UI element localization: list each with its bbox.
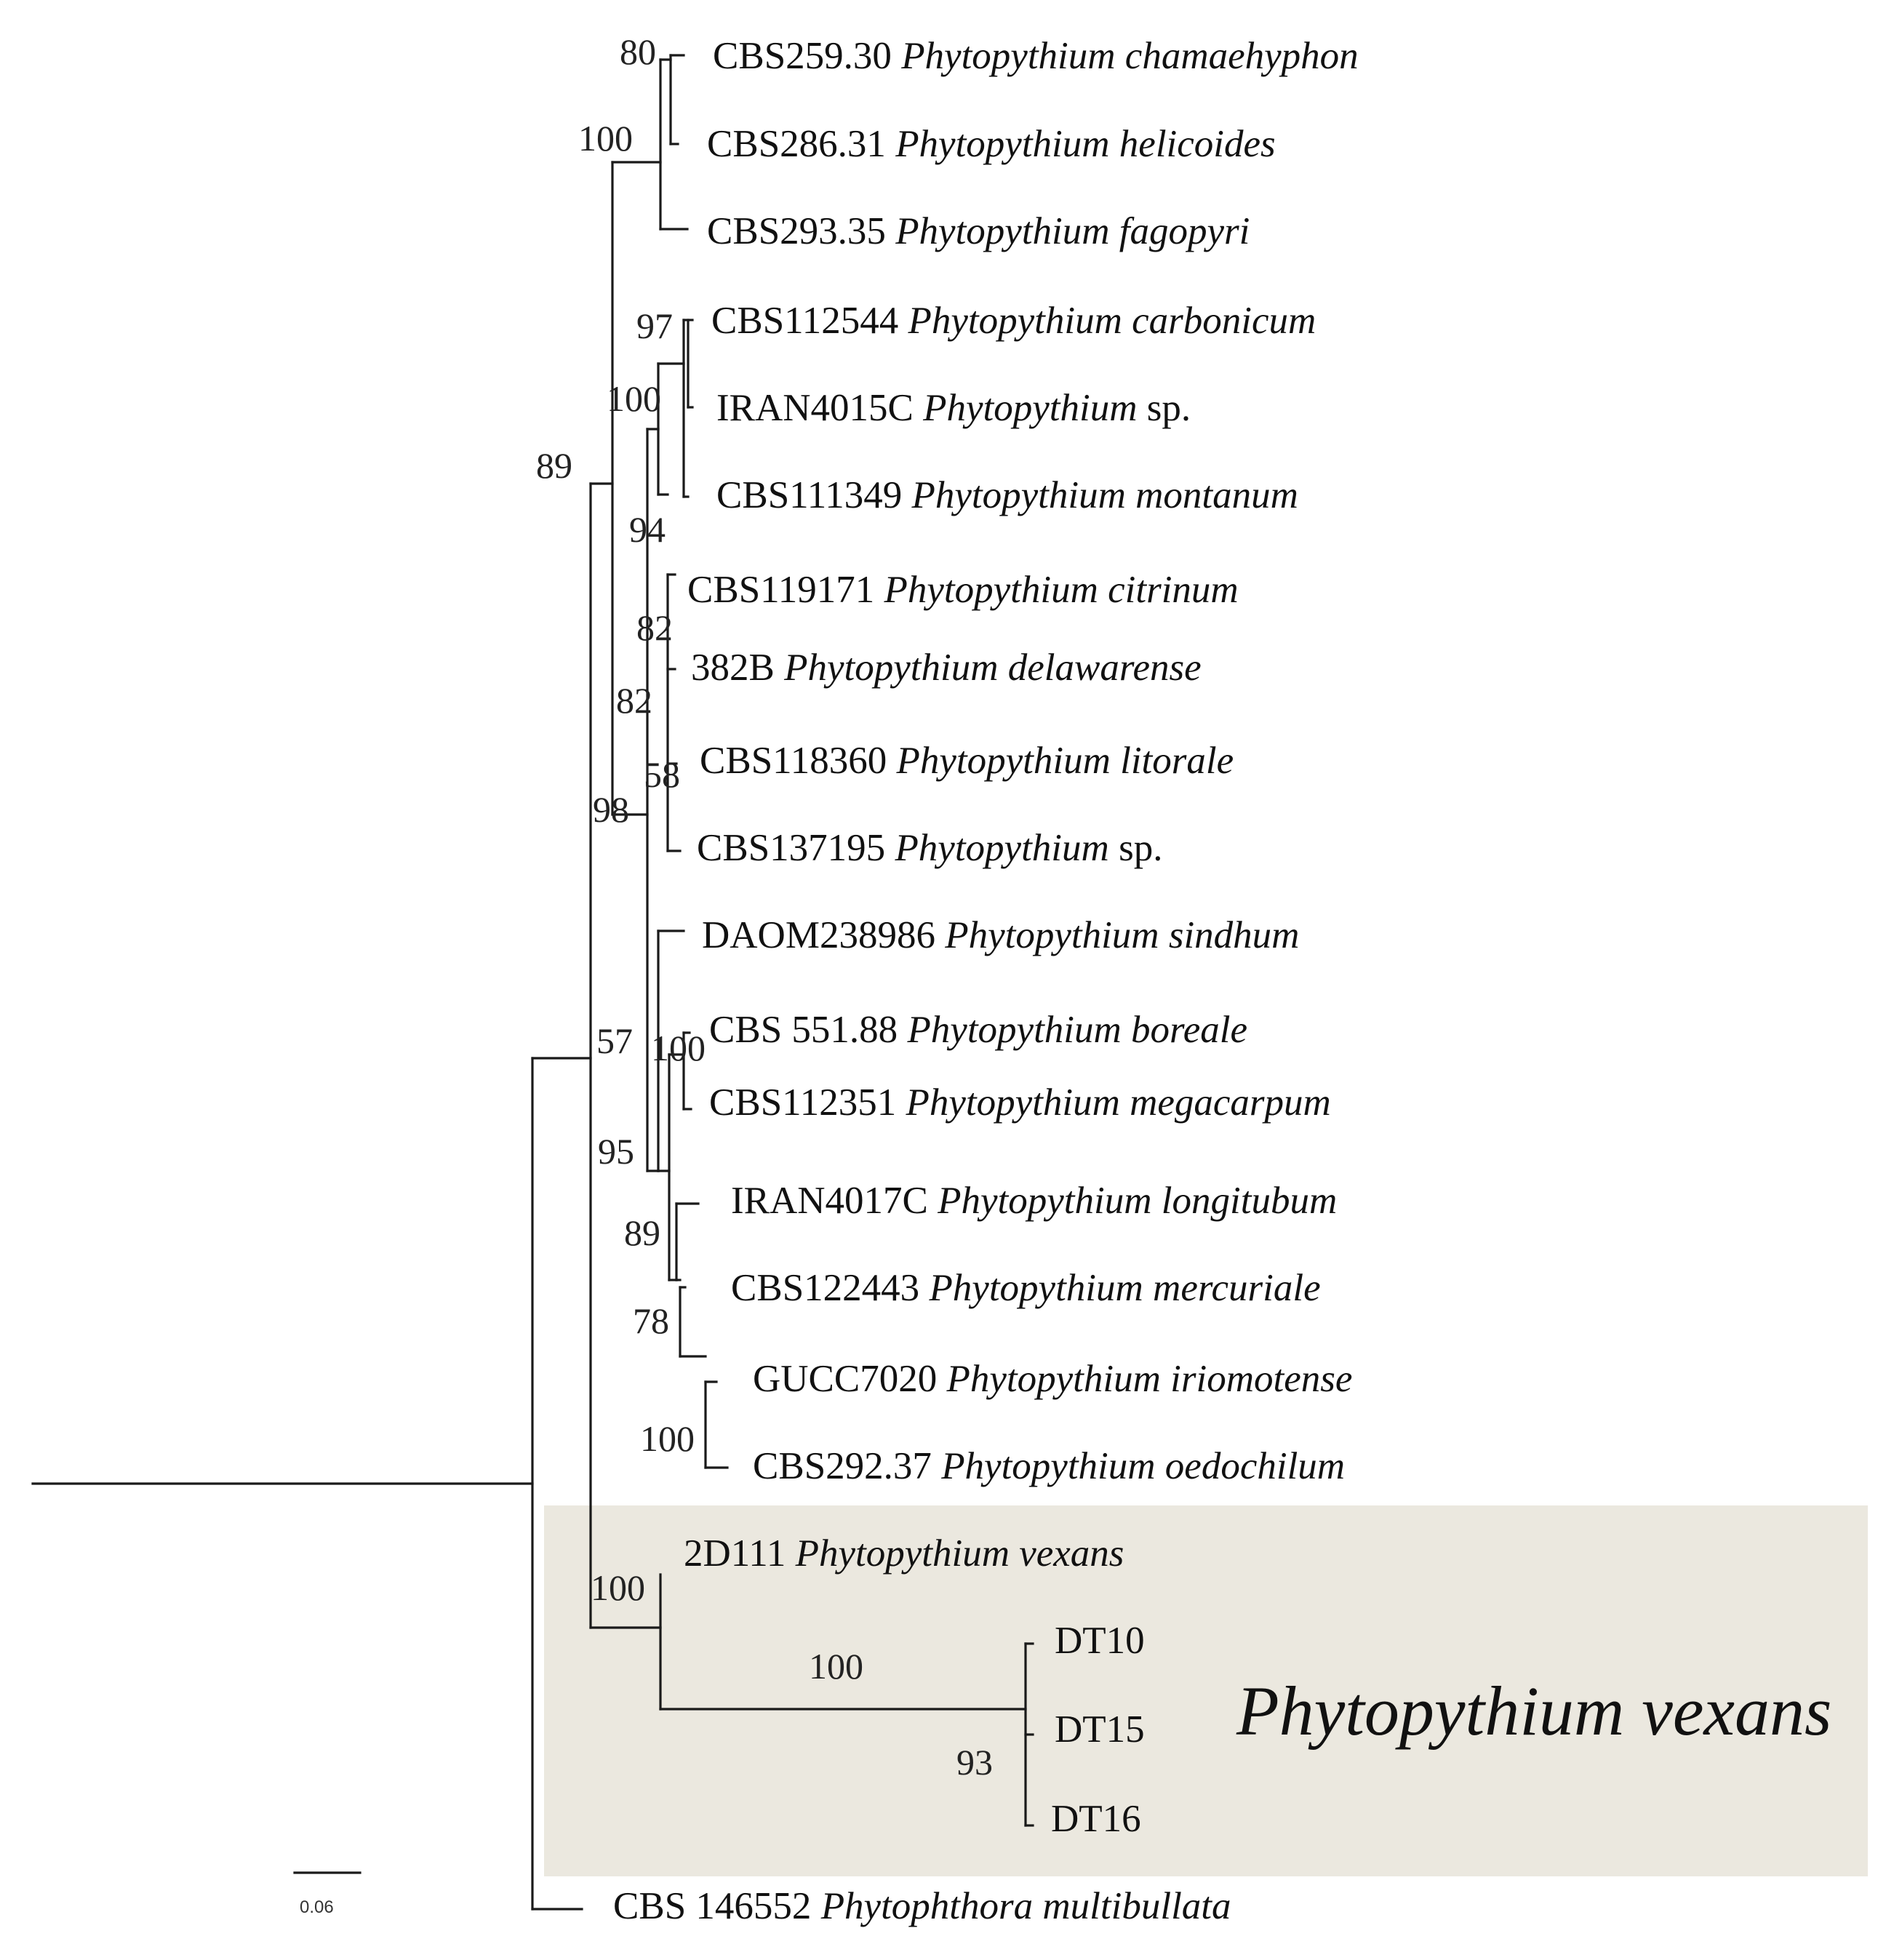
taxon-label: DAOM238986 Phytopythium sindhum bbox=[702, 914, 1300, 956]
taxon-label: CBS122443 Phytopythium mercuriale bbox=[731, 1267, 1321, 1309]
scale-bar-label: 0.06 bbox=[300, 1897, 334, 1917]
bootstrap-value: 58 bbox=[644, 754, 680, 795]
bootstrap-value: 94 bbox=[629, 509, 666, 550]
taxon-label: CBS119171 Phytopythium citrinum bbox=[687, 569, 1239, 611]
taxon-label: 382B Phytopythium delawarense bbox=[691, 647, 1202, 689]
bootstrap-value: 78 bbox=[633, 1300, 669, 1341]
bootstrap-value: 100 bbox=[607, 378, 661, 419]
bootstrap-value: 97 bbox=[636, 305, 673, 346]
bootstrap-value: 100 bbox=[640, 1418, 695, 1459]
taxon-label: CBS286.31 Phytopythium helicoides bbox=[707, 123, 1276, 165]
taxon-label: DT10 bbox=[1055, 1620, 1145, 1662]
taxon-label: CBS112544 Phytopythium carbonicum bbox=[711, 300, 1316, 342]
bootstrap-value: 57 bbox=[596, 1020, 633, 1061]
taxon-label: DT15 bbox=[1055, 1708, 1145, 1751]
taxon-label: CBS118360 Phytopythium litorale bbox=[700, 740, 1234, 782]
taxon-label: 2D111 Phytopythium vexans bbox=[684, 1532, 1124, 1575]
taxon-label: GUCC7020 Phytopythium iriomotense bbox=[753, 1358, 1353, 1400]
bootstrap-value: 100 bbox=[651, 1028, 706, 1068]
taxon-label: IRAN4017C Phytopythium longitubum bbox=[731, 1180, 1338, 1222]
bootstrap-value: 82 bbox=[636, 607, 673, 648]
bootstrap-value: 89 bbox=[536, 445, 572, 486]
taxon-label: DT16 bbox=[1051, 1798, 1141, 1840]
taxon-label: CBS 146552 Phytophthora multibullata bbox=[613, 1885, 1231, 1927]
taxon-label: CBS293.35 Phytopythium fagopyri bbox=[707, 210, 1250, 252]
bootstrap-value: 98 bbox=[593, 789, 629, 830]
bootstrap-value: 100 bbox=[809, 1646, 863, 1687]
clade-label: Phytopythium vexans bbox=[1236, 1672, 1832, 1750]
bootstrap-value: 80 bbox=[620, 31, 656, 72]
taxon-label: IRAN4015C Phytopythium sp. bbox=[716, 387, 1191, 429]
taxon-label: CBS 551.88 Phytopythium boreale bbox=[709, 1009, 1247, 1051]
bootstrap-value: 100 bbox=[591, 1567, 645, 1608]
bootstrap-value: 82 bbox=[616, 680, 652, 721]
taxon-label: CBS111349 Phytopythium montanum bbox=[716, 474, 1298, 516]
taxon-label: CBS259.30 Phytopythium chamaehyphon bbox=[713, 35, 1359, 77]
taxon-label: CBS112351 Phytopythium megacarpum bbox=[709, 1081, 1331, 1124]
taxon-label: CBS137195 Phytopythium sp. bbox=[697, 827, 1163, 869]
bootstrap-value: 95 bbox=[598, 1131, 634, 1172]
taxon-label: CBS292.37 Phytopythium oedochilum bbox=[753, 1445, 1346, 1487]
bootstrap-value: 93 bbox=[956, 1742, 993, 1783]
bootstrap-value: 89 bbox=[624, 1212, 660, 1253]
bootstrap-value: 100 bbox=[578, 118, 633, 159]
